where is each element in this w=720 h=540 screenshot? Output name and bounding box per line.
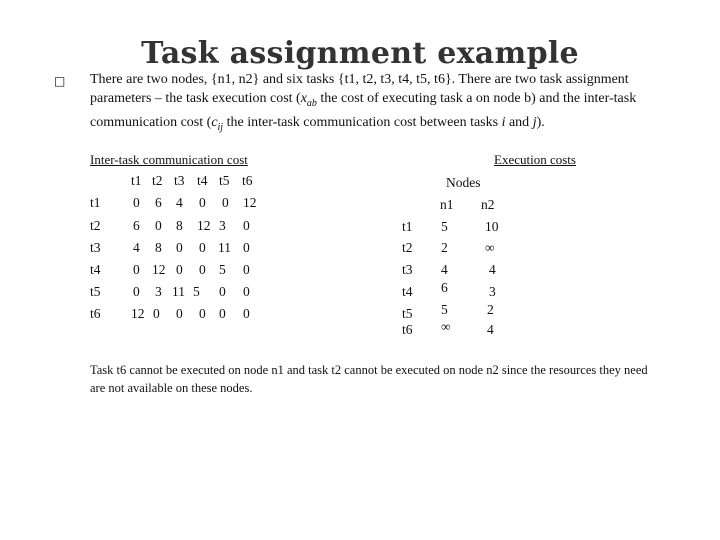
- intro-text-2: the cost of executing task a on node b) and the inter-task communication cost (: [90, 91, 637, 130]
- c-variable: c: [211, 114, 218, 130]
- intro-text-1: There are two nodes, {n1, n2} and six tasks {t1, t2, t3, t4, t5, t6}. There are two task assignment parameters – the task execution cost (: [90, 72, 629, 106]
- intro-text-3: the inter-task communication cost between tasks: [223, 114, 502, 130]
- footnote-text: Task t6 cannot be executed on node n1 and task t2 cannot be executed on node n2 since the resources they need are not available on these nodes.: [90, 363, 648, 395]
- comm-cell: 4: [133, 240, 140, 255]
- exec-n2-value: 4: [487, 322, 494, 337]
- comm-cell: 0: [219, 306, 226, 321]
- comm-cost-heading: Inter-task communication cost: [90, 152, 248, 167]
- comm-cell: 0: [176, 306, 183, 321]
- intro-text-4: and: [505, 114, 533, 130]
- comm-row-label: t5: [90, 284, 101, 299]
- c-subscript: ij: [217, 121, 224, 133]
- exec-n2-value: 2: [487, 302, 494, 317]
- comm-cell: 4: [176, 195, 183, 210]
- comm-row-label: t2: [90, 218, 101, 233]
- exec-col-header-n1: n1: [440, 197, 454, 212]
- comm-cell: 3: [219, 218, 226, 233]
- comm-cell: 0: [243, 262, 250, 277]
- comm-cell: 0: [243, 240, 250, 255]
- exec-n1-value: 4: [441, 262, 448, 277]
- comm-cell: 11: [172, 284, 185, 299]
- comm-cell: 6: [133, 218, 140, 233]
- exec-row-label: t1: [402, 219, 413, 234]
- intro-paragraph: [90, 70, 680, 137]
- comm-row-label: t6: [90, 306, 101, 321]
- exec-row-label: t6: [402, 322, 413, 337]
- exec-row-label: t3: [402, 262, 413, 277]
- comm-row-label: t3: [90, 240, 101, 255]
- exec-col-header-n2: n2: [481, 197, 495, 212]
- x-subscript: ab: [306, 97, 317, 109]
- nodes-label: Nodes: [446, 175, 481, 190]
- comm-cell: 0: [176, 262, 183, 277]
- bullet-icon: □: [54, 74, 66, 88]
- comm-cell: 0: [199, 306, 206, 321]
- x-variable: x: [300, 91, 307, 106]
- j-variable: j: [532, 114, 537, 130]
- comm-row-label: t4: [90, 262, 101, 277]
- exec-n2-value: 3: [489, 284, 496, 299]
- comm-cell: 0: [243, 284, 250, 299]
- comm-cell: 5: [219, 262, 226, 277]
- exec-row-label: t4: [402, 284, 413, 299]
- comm-cell: 0: [243, 306, 250, 321]
- exec-n1-value: 5: [441, 302, 448, 317]
- comm-col-header: t1: [131, 173, 142, 188]
- comm-cell: 0: [199, 262, 206, 277]
- comm-cell: 0: [133, 262, 140, 277]
- comm-cell: 0: [222, 195, 229, 210]
- exec-n2-value: 4: [489, 262, 496, 277]
- exec-n2-value: 10: [485, 219, 499, 234]
- exec-n1-value: ∞: [441, 319, 451, 334]
- comm-col-header: t3: [174, 173, 185, 188]
- comm-cell: 12: [243, 195, 257, 210]
- comm-cell: 6: [155, 195, 162, 210]
- comm-cell: 0: [199, 240, 206, 255]
- comm-cell: 8: [176, 218, 183, 233]
- comm-row-label: t1: [90, 195, 101, 210]
- exec-n1-value: 6: [441, 280, 448, 295]
- i-variable: i: [501, 114, 506, 130]
- comm-col-header: t2: [152, 173, 163, 188]
- comm-cell: 0: [243, 218, 250, 233]
- exec-row-label: t5: [402, 306, 413, 321]
- comm-cell: 12: [152, 262, 166, 277]
- comm-cell: 0: [219, 284, 226, 299]
- comm-cell: 0: [155, 218, 162, 233]
- exec-n1-value: 2: [441, 240, 448, 255]
- comm-col-header: t6: [242, 173, 253, 188]
- intro-text-5: ).: [536, 114, 545, 130]
- comm-cell: 0: [176, 240, 183, 255]
- comm-cell: 5: [193, 284, 200, 299]
- exec-cost-heading: Execution costs: [494, 152, 576, 167]
- comm-cell: 0: [133, 195, 140, 210]
- comm-col-header: t4: [197, 173, 208, 188]
- exec-n1-value: 5: [441, 219, 448, 234]
- exec-row-label: t2: [402, 240, 413, 255]
- comm-cell: 0: [199, 195, 206, 210]
- comm-cell: 12: [197, 218, 211, 233]
- comm-col-header: t5: [219, 173, 230, 188]
- comm-cell: 11: [218, 240, 231, 255]
- slide-title: Task assignment example: [141, 36, 579, 71]
- comm-cell: 0: [153, 306, 160, 321]
- exec-n2-value: ∞: [485, 240, 495, 255]
- comm-cell: 3: [155, 284, 162, 299]
- comm-cell: 8: [155, 240, 162, 255]
- comm-cell: 0: [133, 284, 140, 299]
- comm-cell: 12: [131, 306, 145, 321]
